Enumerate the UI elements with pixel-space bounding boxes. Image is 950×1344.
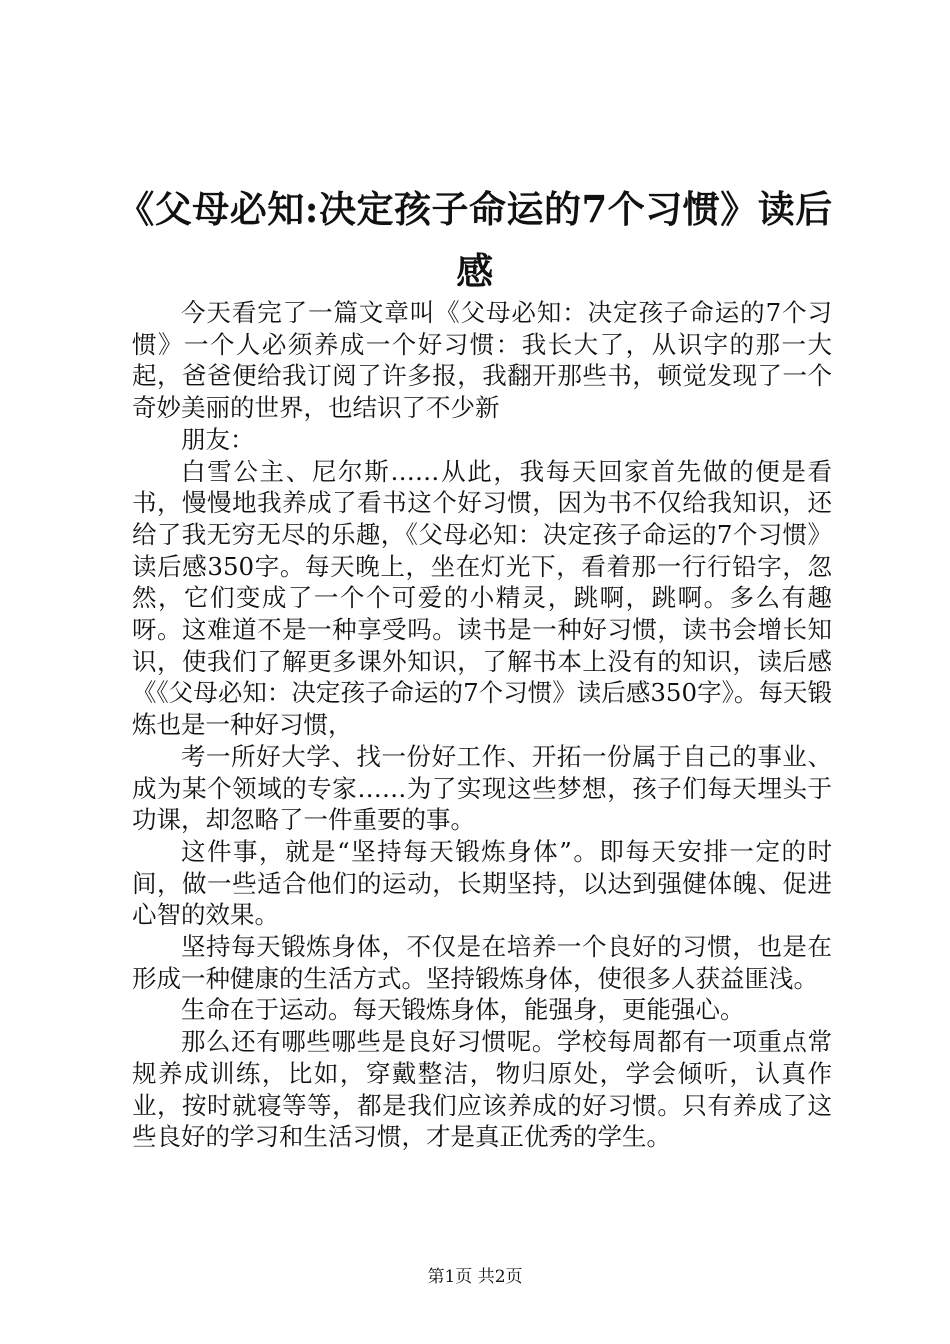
paragraph: 这件事，就是“坚持每天锻炼身体”。即每天安排一定的时间，做一些适合他们的运动，长期坚持，以达到强健体魄、促进心智的效果。 <box>132 836 832 930</box>
paragraph: 朋友： <box>181 424 255 454</box>
document-title: 《父母必知:决定孩子命运的7个习惯》读后感 <box>117 187 833 293</box>
document-body <box>132 297 832 1153</box>
paragraph: 考一所好大学、找一份好工作、开拓一份属于自己的事业、成为某个领域的专家……为了实现这些梦想，孩子们每天埋头于功课，却忽略了一件重要的事。 <box>132 741 832 835</box>
paragraph: 今天看完了一篇文章叫《父母必知：决定孩子命运的7个习惯》一个人必须养成一个好习惯：我长大了，从识字的那一大起，爸爸便给我订阅了许多报，我翻开那些书，顿觉发现了一个奇妙美丽的世界，也结识了不少新 <box>132 298 832 423</box>
page-number-footer: 第1页 共2页 <box>427 1267 523 1287</box>
paragraph: 生命在于运动。每天锻炼身体，能强身，更能强心。 <box>181 995 745 1025</box>
paragraph: 坚持每天锻炼身体，不仅是在培养一个良好的习惯，也是在形成一种健康的生活方式。坚持锻炼身体，使很多人获益匪浅。 <box>132 932 832 993</box>
paragraph: 白雪公主、尼尔斯……从此，我每天回家首先做的便是看书，慢慢地我养成了看书这个好习惯，因为书不仅给我知识，还给了我无穷无尽的乐趣，《父母必知：决定孩子命运的7个习惯》读后感350字。每天晚上，坐在灯光下，看着那一行行铅字，忽然，它们变成了一个个可爱的小精灵，跳啊，跳啊。多么有趣呀。这难道不是一种享受吗。读书是一种好习惯，读书会增长知识，使我们了解更多课外知识，了解书本上没有的知识，读后感《《父母必知：决定孩子命运的7个习惯》读后感350字》。每天锻炼也是一种好习惯， <box>132 456 832 740</box>
paragraph: 那么还有哪些哪些是良好习惯呢。学校每周都有一项重点常规养成训练，比如，穿戴整洁，物归原处，学会倾听，认真作业，按时就寝等等，都是我们应该养成的好习惯。只有养成了这些良好的学习和生活习惯，才是真正优秀的学生。 <box>132 1027 832 1152</box>
